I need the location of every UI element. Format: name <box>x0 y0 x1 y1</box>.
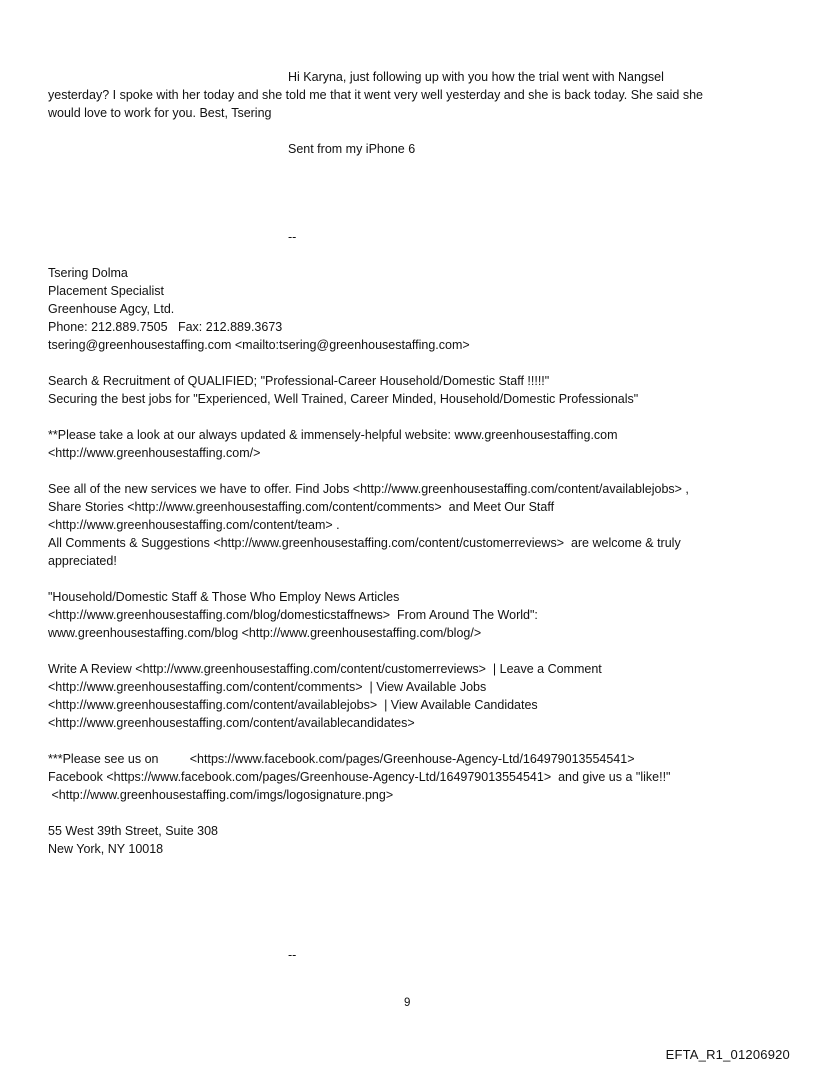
address-block <box>48 822 768 858</box>
links-line[interactable]: Write A Review <http://www.greenhousestaffing.com/content/customerreviews> | Leave a Comment <box>48 662 602 676</box>
signature-email-link[interactable]: tsering@greenhousestaffing.com <mailto:tsering@greenhousestaffing.com> <box>48 338 470 352</box>
news-line: "Household/Domestic Staff & Those Who Employ News Articles <box>48 590 400 604</box>
signature-phone-fax: Phone: 212.889.7505 Fax: 212.889.3673 <box>48 320 283 334</box>
services-paragraph <box>48 480 768 570</box>
services-line[interactable]: All Comments & Suggestions <http://www.greenhousestaffing.com/content/customerreviews> are welcome & truly <box>48 536 681 550</box>
facebook-line[interactable]: <http://www.greenhousestaffing.com/imgs/logosignature.png> <box>48 788 394 802</box>
greeting-line: yesterday? I spoke with her today and she told me that it went very well yesterday and she is back today. She said she <box>48 88 703 102</box>
tagline: Search & Recruitment of QUALIFIED; "Professional-Career Household/Domestic Staff !!!!!" <box>48 374 550 388</box>
separator: -- <box>288 230 297 244</box>
sent-from-line: Sent from my iPhone 6 <box>288 142 416 156</box>
website-line[interactable]: **Please take a look at our always updated & immensely-helpful website: www.greenhousestaffing.com <box>48 428 618 442</box>
tagline: Securing the best jobs for "Experienced, Well Trained, Career Minded, Household/Domestic Professionals" <box>48 392 639 406</box>
links-line[interactable]: <http://www.greenhousestaffing.com/content/availablecandidates> <box>48 716 415 730</box>
facebook-paragraph <box>48 750 768 804</box>
links-paragraph <box>48 660 768 732</box>
signature-taglines <box>48 372 768 408</box>
greeting-first-line: Hi Karyna, just following up with you how the trial went with Nangsel <box>288 70 664 84</box>
greeting-body <box>48 86 768 122</box>
website-line[interactable]: <http://www.greenhousestaffing.com/> <box>48 446 261 460</box>
news-line[interactable]: www.greenhousestaffing.com/blog <http://www.greenhousestaffing.com/blog/> <box>48 626 482 640</box>
signature-company: Greenhouse Agcy, Ltd. <box>48 302 175 316</box>
links-line[interactable]: <http://www.greenhousestaffing.com/content/comments> | View Available Jobs <box>48 680 487 694</box>
news-line[interactable]: <http://www.greenhousestaffing.com/blog/domesticstaffnews> From Around The World": <box>48 608 538 622</box>
address-line: New York, NY 10018 <box>48 842 164 856</box>
greeting-line: would love to work for you. Best, Tsering <box>48 106 272 120</box>
facebook-line[interactable]: ***Please see us on <https://www.facebook.com/pages/Greenhouse-Agency-Ltd/164979013554541> <box>48 752 635 766</box>
services-line: appreciated! <box>48 554 117 568</box>
document-id: EFTA_R1_01206920 <box>665 1047 790 1062</box>
links-line[interactable]: <http://www.greenhousestaffing.com/content/availablejobs> | View Available Candidates <box>48 698 538 712</box>
services-line[interactable]: <http://www.greenhousestaffing.com/content/team> . <box>48 518 340 532</box>
signature-contact <box>48 264 768 354</box>
services-line[interactable]: Share Stories <http://www.greenhousestaffing.com/content/comments> and Meet Our Staff <box>48 500 555 514</box>
news-paragraph <box>48 588 768 642</box>
services-line[interactable]: See all of the new services we have to offer. Find Jobs <http://www.greenhousestaffing.com/content/availablejobs> , <box>48 482 689 496</box>
page-number: 9 <box>404 997 411 1009</box>
signature-title: Placement Specialist <box>48 284 165 298</box>
website-paragraph <box>48 426 768 462</box>
separator: -- <box>288 948 297 962</box>
signature-name: Tsering Dolma <box>48 266 128 280</box>
facebook-line[interactable]: Facebook <https://www.facebook.com/pages/Greenhouse-Agency-Ltd/164979013554541> and give us a "like!!" <box>48 770 671 784</box>
address-line: 55 West 39th Street, Suite 308 <box>48 824 219 838</box>
